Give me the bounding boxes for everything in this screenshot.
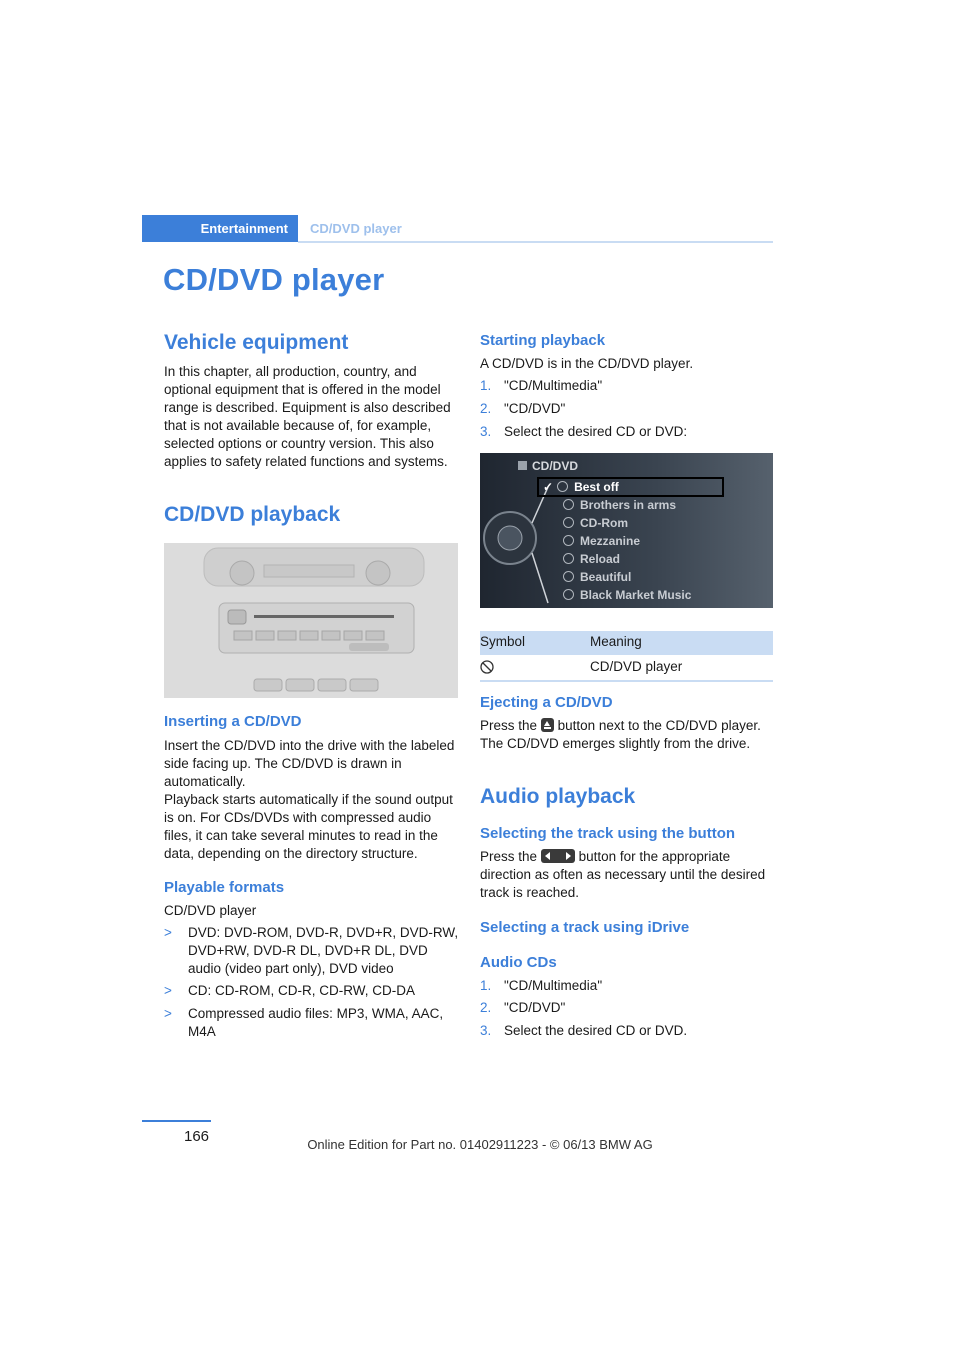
online-edition-note: Online Edition for Part no. 01402911223 - © 06/13 BMW AG — [307, 1137, 653, 1152]
check-icon: ✓ — [543, 480, 554, 494]
menu-item-label: Beautiful — [580, 570, 632, 584]
heading-select-idrive: Selecting a track using iDrive — [480, 919, 690, 936]
starting-intro: A CD/DVD is in the CD/DVD player. — [480, 356, 694, 371]
disc-icon — [563, 535, 574, 546]
list-item — [164, 1005, 462, 1041]
step-number: 1. — [480, 378, 492, 393]
heading-vehicle-equipment: Vehicle equipment — [164, 331, 349, 354]
step-text: Select the desired CD or DVD. — [504, 1023, 688, 1038]
step-number: 3. — [480, 1023, 492, 1038]
step-number: 2. — [480, 1000, 492, 1015]
cd-dvd-icon — [480, 660, 494, 677]
menu-item-label: Brothers in arms — [580, 498, 677, 512]
ejecting-text-c: The CD/DVD emerges slightly from the drive. — [480, 736, 751, 751]
bullet-marker: > — [164, 1006, 172, 1021]
step-number: 2. — [480, 401, 492, 416]
step-text: "CD/Multimedia" — [504, 378, 603, 393]
disc-icon — [563, 499, 574, 510]
eject-button-icon — [541, 718, 554, 732]
symbol-table-header — [480, 631, 773, 655]
select-button-text-c: direction as often as necessary until the desired track is reached. — [480, 867, 766, 900]
menu-icon — [518, 461, 527, 470]
list-item-text: Compressed audio files: MP3, WMA, AAC, M4A — [188, 1006, 444, 1039]
ejecting-text-b: button next to the CD/DVD player. — [557, 718, 761, 733]
table-cell-meaning: CD/DVD player — [590, 659, 683, 674]
step-number: 3. — [480, 424, 492, 439]
screen-menu-item[interactable] — [563, 570, 631, 584]
list-item-text: DVD: DVD-ROM, DVD-R, DVD+R, DVD-RW, DVD+RW, DVD-R DL, DVD+R DL, DVD audio (video part only), DVD video — [188, 925, 459, 976]
select-button-text-b: button for the appropriate — [578, 849, 731, 864]
menu-item-label: Reload — [580, 552, 621, 566]
step-text: "CD/DVD" — [504, 1000, 566, 1015]
heading-select-button: Selecting the track using the button — [480, 825, 736, 842]
ejecting-text-line — [480, 717, 761, 735]
select-button-text-line — [480, 848, 730, 866]
cd-player-illustration — [164, 543, 458, 698]
screen-title — [518, 459, 578, 473]
bullet-marker: > — [164, 983, 172, 998]
track-skip-button-icon — [541, 849, 575, 863]
screen-menu-item[interactable] — [563, 498, 676, 512]
header-section-label: Entertainment — [200, 221, 288, 236]
vehicle-equipment-text: In this chapter, all production, country, and optional equipment that is offered in the model range is described. Equipment is also described that is not available because of, for example, selected options or country version. This also applies to safety related functions and systems. — [164, 364, 451, 469]
table-row — [480, 655, 773, 682]
heading-audio-cds: Audio CDs — [480, 954, 557, 971]
step-text: Select the desired CD or DVD: — [504, 424, 688, 439]
heading-inserting: Inserting a CD/DVD — [164, 713, 302, 730]
heading-audio-playback: Audio playback — [480, 785, 636, 808]
page-title: CD/DVD player — [163, 262, 385, 297]
screen-menu-item[interactable] — [563, 534, 640, 548]
screen-title-text: CD/DVD — [532, 459, 579, 473]
menu-item-label: Mezzanine — [580, 534, 641, 548]
step-text: "CD/Multimedia" — [504, 978, 603, 993]
disc-icon — [563, 553, 574, 564]
column-header-meaning: Meaning — [590, 634, 642, 649]
screen-menu-item-selected[interactable] — [543, 480, 619, 494]
disc-icon — [563, 517, 574, 528]
heading-playable-formats: Playable formats — [164, 879, 285, 896]
bullet-marker: > — [164, 925, 172, 940]
select-button-text-a: Press the — [480, 849, 538, 864]
page-number: 166 — [184, 1128, 210, 1145]
header-section-tab — [142, 215, 298, 242]
header-rule — [298, 241, 773, 243]
menu-item-label: Black Market Music — [580, 588, 692, 602]
step-text: "CD/DVD" — [504, 401, 566, 416]
inserting-text-2: Playback starts automatically if the sound output is on. For CDs/DVDs with compressed audio files, it can take several minutes to read in the data, depending on the directory structure. — [164, 792, 453, 861]
list-item — [164, 982, 462, 1000]
screen-menu-item[interactable] — [563, 552, 620, 566]
heading-starting-playback: Starting playback — [480, 332, 606, 349]
cd-player-photo — [164, 543, 458, 698]
heading-ejecting: Ejecting a CD/DVD — [480, 694, 613, 711]
column-header-symbol: Symbol — [480, 634, 526, 649]
disc-icon — [563, 571, 574, 582]
disc-icon — [557, 481, 568, 492]
disc-icon — [563, 589, 574, 600]
menu-item-label: Best off — [574, 480, 619, 494]
header-subsection: CD/DVD player — [310, 221, 402, 236]
formats-intro: CD/DVD player — [164, 903, 257, 918]
list-item — [164, 924, 462, 978]
inserting-text-1: Insert the CD/DVD into the drive with the labeled side facing up. The CD/DVD is drawn in automatically. — [164, 738, 455, 789]
heading-cd-playback: CD/DVD playback — [164, 503, 341, 526]
idrive-screen — [480, 453, 773, 608]
menu-item-label: CD-Rom — [580, 516, 628, 530]
ejecting-text-a: Press the — [480, 718, 538, 733]
list-item-text: CD: CD-ROM, CD-R, CD-RW, CD-DA — [188, 983, 415, 998]
screen-menu-item[interactable] — [563, 588, 691, 602]
footer-rule — [142, 1120, 211, 1122]
idrive-controller-graphic — [480, 453, 773, 608]
step-number: 1. — [480, 978, 492, 993]
screen-menu-item[interactable] — [563, 516, 628, 530]
